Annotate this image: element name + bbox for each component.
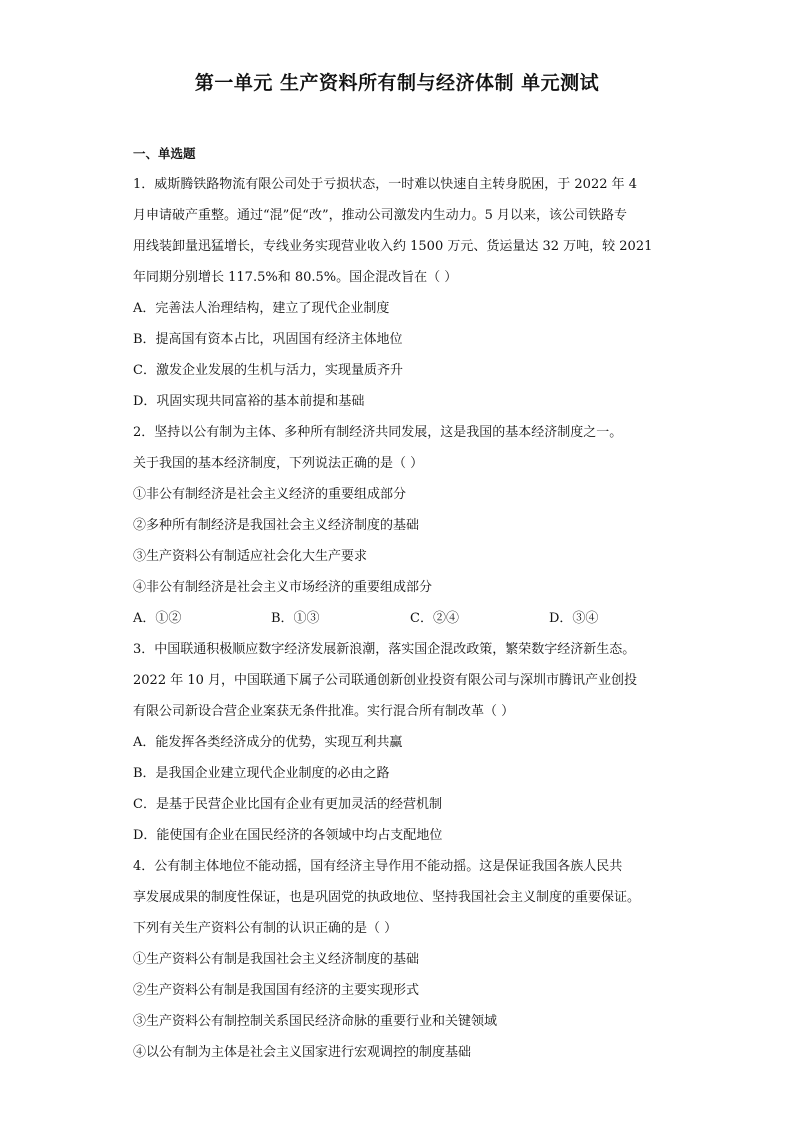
question-stem-line: 享发展成果的制度性保证，也是巩固党的执政地位、坚持我国社会主义制度的重要保证。 (133, 890, 641, 905)
statement-item: ①非公有制经济是社会主义经济的重要组成部分 (133, 487, 407, 502)
option-a: A．①② (133, 611, 182, 626)
question-stem-line: 1．威斯腾铁路物流有限公司处于亏损状态，一时难以快速自主转身脱困，于 2022 年 4 (133, 177, 638, 192)
option-d: D．能使国有企业在国民经济的各领域中均占支配地位 (133, 828, 443, 843)
option-b: B．是我国企业建立现代企业制度的必由之路 (133, 766, 390, 781)
statement-item: ①生产资料公有制是我国社会主义经济制度的基础 (133, 952, 420, 967)
statement-item: ④以公有制为主体是社会主义国家进行宏观调控的制度基础 (133, 1045, 472, 1060)
question-stem-line: 用线装卸量迅猛增长，专线业务实现营业收入约 1500 万元、货运量达 32 万吨，较 2021 (133, 239, 653, 254)
page-title: 第一单元 生产资料所有制与经济体制 单元测试 (194, 72, 600, 94)
option-c: C．激发企业发展的生机与活力，实现量质齐升 (133, 363, 403, 378)
statement-item: ②生产资料公有制是我国国有经济的主要实现形式 (133, 983, 420, 998)
statement-item: ③生产资料公有制适应社会化大生产要求 (133, 549, 368, 564)
question-stem-line: 3．中国联通积极顺应数字经济发展新浪潮，落实国企混改政策，繁荣数字经济新生态。 (133, 642, 636, 657)
question-3 (133, 634, 673, 851)
option-b: B．①③ (271, 611, 320, 626)
option-a: A．能发挥各类经济成分的优势，实现互利共赢 (133, 735, 403, 750)
statement-item: ②多种所有制经济是我国社会主义经济制度的基础 (133, 518, 420, 533)
section-heading: 一、单选题 (133, 146, 196, 161)
option-d: D．巩固实现共同富裕的基本前提和基础 (133, 394, 365, 409)
option-d: D．③④ (549, 611, 599, 626)
document-body (133, 143, 673, 1068)
question-stem-line: 月申请破产重整。通过“混”促“改”，推动公司激发内生动力。5 月以来，该公司铁路专 (133, 208, 627, 223)
question-stem-line: 年同期分别增长 117.5%和 80.5%。国企混改旨在（ ） (133, 270, 458, 285)
question-stem-line: 下列有关生产资料公有制的认识正确的是（ ） (133, 921, 398, 936)
question-4 (133, 851, 673, 1068)
option-b: B．提高国有资本占比，巩固国有经济主体地位 (133, 332, 403, 347)
statement-item: ③生产资料公有制控制关系国民经济命脉的重要行业和关键领域 (133, 1014, 498, 1029)
option-c: C．②④ (410, 611, 459, 626)
question-1 (133, 169, 673, 417)
statement-item: ④非公有制经济是社会主义市场经济的重要组成部分 (133, 580, 433, 595)
question-2 (133, 417, 673, 634)
option-c: C．是基于民营企业比国有企业有更加灵活的经营机制 (133, 797, 442, 812)
question-stem-line: 2．坚持以公有制为主体、多种所有制经济共同发展，这是我国的基本经济制度之一。 (133, 425, 623, 440)
question-stem-line: 4．公有制主体地位不能动摇，国有经济主导作用不能动摇。这是保证我国各族人民共 (133, 859, 623, 874)
question-stem-line: 有限公司新设合营企业案获无条件批准。实行混合所有制改革（ ） (133, 704, 515, 719)
question-stem-line: 2022 年 10 月，中国联通下属子公司联通创新创业投资有限公司与深圳市腾讯产业创投 (133, 673, 638, 688)
options-row (133, 603, 673, 634)
option-a: A．完善法人治理结构，建立了现代企业制度 (133, 301, 390, 316)
question-stem-line: 关于我国的基本经济制度，下列说法正确的是（ ） (133, 456, 424, 471)
